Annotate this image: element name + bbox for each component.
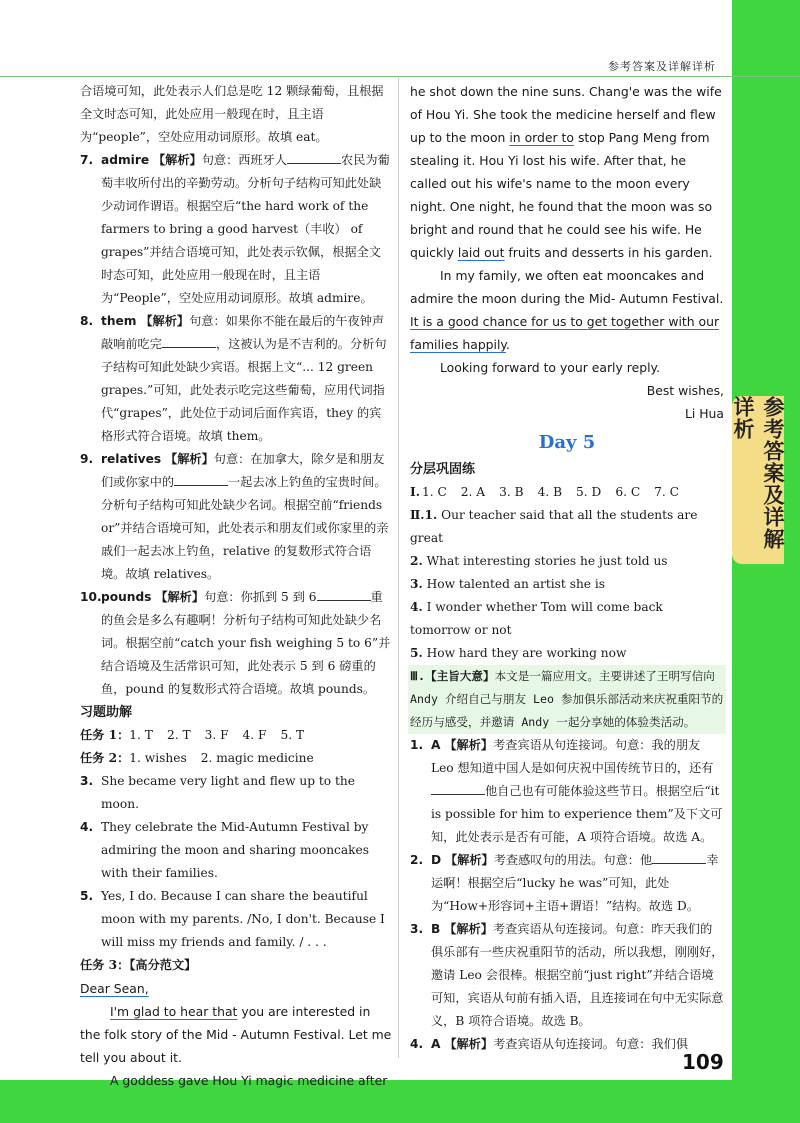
answer-word: relatives [101, 452, 162, 466]
fill-blank [431, 782, 485, 795]
fill-blank [652, 851, 706, 864]
essay-sign-off: Best wishes, [646, 383, 724, 398]
task2-item: 3. She became very light and flew up to the moon. [80, 774, 355, 811]
part2-item: 5. How hard they are working now [410, 646, 627, 660]
fill-blank [162, 335, 216, 348]
question-10: 10.pounds 【解析】句意：你抓到 5 到 6 重的鱼会是多么有趣啊！分析句子结构可知此处缺少名词。根据空前“catch your fish weighing 5 to 6”并结合语境及生活常识可知，此处表示 5 到 6 磅重的鱼，pound 的复数形式符合语境。故填 pounds。 [80, 590, 391, 696]
continued-text: 合语境可知，此处表示人们总是吃 12 颗绿葡萄，且根据全文时态可知，此处应用一般现在时，且主语为“people”，空处应用动词原形。故填 eat。 [80, 84, 384, 144]
page-number: 109 [682, 1050, 724, 1074]
practice-section-title: 分层巩固练 [410, 462, 476, 477]
part2-item: 4. I wonder whether Tom will come back tomorrow or not [410, 600, 663, 637]
help-section-title: 习题助解 [80, 705, 133, 720]
page-header: 参考答案及详解详析 [608, 60, 716, 73]
answer-2: 2. D 【解析】考查感叹句的用法。句意：他 幸运啊！根据空后“lucky he was”可知，此处为“How+形容词+主语+谓语！”结构。故选 D。 [410, 853, 719, 913]
task2-answers: 任务 2：1. wishes 2. magic medicine [80, 751, 314, 765]
answer-word: pounds [101, 590, 152, 604]
task3-heading: 任务 3：【高分范文】 [80, 958, 197, 972]
fill-blank [287, 151, 341, 164]
summary-box: Ⅲ.【主旨大意】本文是一篇应用文。主要讲述了王明写信向 Andy 介绍自己与朋友 Leo 参加俱乐部活动来庆祝重阳节的经历与感受，并邀请 Andy 一起分享她的体验类活动。 [408, 665, 726, 734]
question-8: 8. them 【解析】句意：如果你不能在最后的午夜钟声敲响前吃完 ，这被认为是不吉利的。分析句子结构可知此处缺少宾语。根据上文“... 12 green grapes.”可知，此处表示吃完这些葡萄，应用代词指代“grapes”，此处位于动词后面作宾语，they 的宾格形式符合语境。故填 them。 [80, 314, 387, 443]
task1-answers: 任务 1：1. T 2. T 3. F 4. F 5. T [80, 728, 305, 742]
essay-paragraph: I'm glad to hear that you are interested in the folk story of the Mid - Autumn Festival. Let me tell you about it. [80, 1004, 392, 1065]
fill-blank [174, 473, 228, 486]
task2-item: 5. Yes, I do. Because I can share the beautiful moon with my parents. /No, I don't. Because I will miss my friends and family. / . . . [80, 889, 385, 949]
header-divider [0, 76, 800, 77]
essay-closing: Looking forward to your early reply. [440, 360, 661, 375]
question-9: 9. relatives 【解析】句意：在加拿大，除夕是和朋友们或你家中的 一起去冰上钓鱼的宝贵时间。分析句子结构可知此处缺少名词。根据空前“friends or”并结合语境可知，此处表示和朋友们或你家里的亲戚们一起去冰上钓鱼，relative 的复数形式符合语境。故填 relatives。 [80, 452, 389, 581]
part2-item: Ⅱ.1. Our teacher said that all the students are great [410, 508, 698, 545]
fill-blank [317, 588, 371, 601]
left-column [80, 80, 392, 1092]
answer-4: 4. A 【解析】考查宾语从句连接词。句意：我们俱 [410, 1037, 689, 1051]
section-side-tab[interactable] [732, 396, 784, 564]
part1-answers: Ⅰ. 1. C 2. A 3. B 4. B 5. D 6. C 7. C [410, 485, 679, 499]
essay-greeting: Dear Sean, [80, 981, 149, 996]
right-column [410, 80, 724, 1056]
essay-signature: Li Hua [684, 406, 724, 421]
answer-1: 1. A 【解析】考查宾语从句连接词。句意：我的朋友 Leo 想知道中国人是如何庆祝中国传统节日的，还有他自己也有可能体验这些节日。根据空后“it is possible for him to experience them”及下文可知，此处表示是否有可能，A 项符合语境。故选 A。 [410, 738, 723, 844]
column-divider [398, 78, 399, 1058]
answer-word: admire [101, 153, 150, 167]
part2-item: 3. How talented an artist she is [410, 577, 606, 591]
task2-item: 4. They celebrate the Mid-Autumn Festival by admiring the moon and sharing mooncakes with their families. [80, 820, 369, 880]
answer-3: 3. B 【解析】考查宾语从句连接词。句意：昨天我们的俱乐部有一些庆祝重阳节的活动，所以我想，刚刚好，邀请 Leo 会很棒。根据空前“just right”并结合语境可知，宾语从句前有插入语，且连接词在句中无实际意义，B 项符合语境。故选 B。 [410, 922, 724, 1028]
essay-paragraph: he shot down the nine suns. Chang'e was the wife of Hou Yi. She took the medicine herself and flew up to the moon in order to stop Pang Meng from stealing it. Hou Yi lost his wife. After that, he called out his wife's name to the moon every night. One night, he found that the moon was so bright and round that he could see his wife. He quickly laid out fruits and desserts in his garden. [410, 84, 722, 260]
essay-paragraph: In my family, we often eat mooncakes and admire the moon during the Mid- Autumn Festival. It is a good chance for us to get together with our families happily. [410, 268, 724, 352]
side-tab-label: 参考答案及详解详析 [731, 396, 785, 550]
essay-paragraph: A goddess gave Hou Yi magic medicine after [110, 1073, 388, 1088]
day-title: Day 5 [538, 432, 596, 453]
part2-item: 2. What interesting stories he just told us [410, 554, 668, 568]
answer-word: them [101, 314, 137, 328]
question-7: 7. admire 【解析】句意：西班牙人 农民为葡萄丰收所付出的辛勤劳动。分析句子结构可知此处缺少动词作谓语。根据空后“the hard work of the farmers to bring a good harvest（丰收） of grapes”并结合语境可知，此处表示钦佩，根据全文时态可知，此处应用一般现在时，且主语为“People”，空处应用动词原形。故填 admire。 [80, 153, 390, 305]
